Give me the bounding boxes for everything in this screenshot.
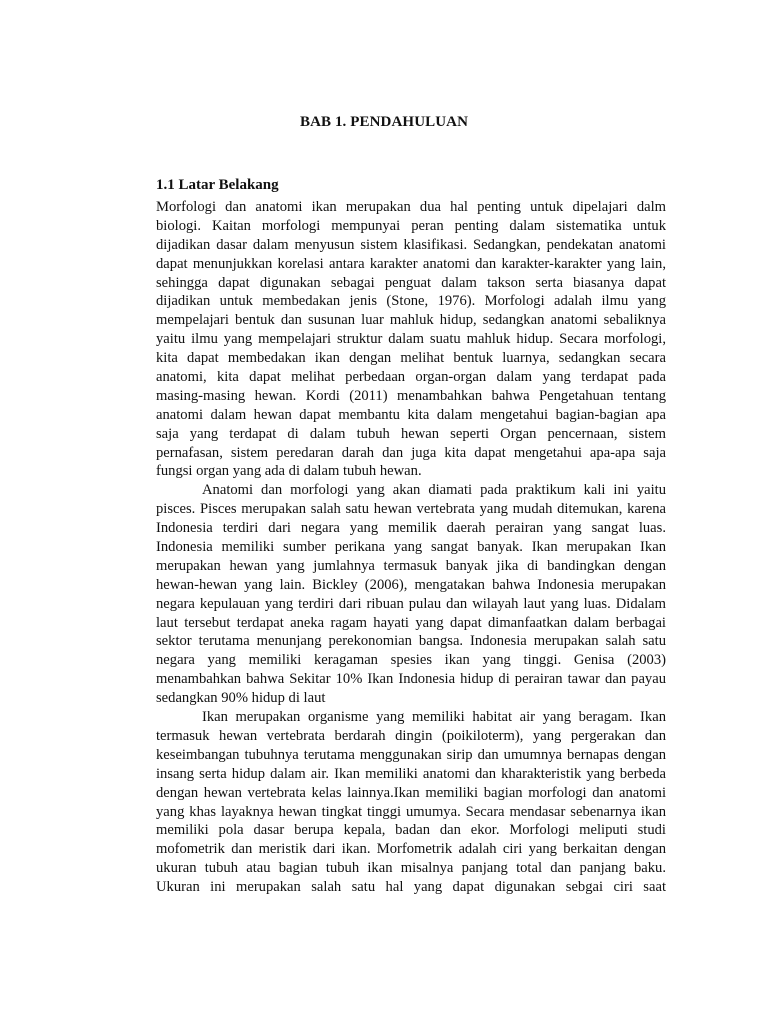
paragraph-line: pisces. Pisces merupakan salah satu hewan vertebrata yang mudah ditemukan, karena <box>156 501 666 518</box>
paragraph-line: termasuk hewan vertebrata berdarah dingin (poikiloterm), yang pergerakan dan <box>156 727 666 744</box>
paragraph-line: fungsi organ yang ada di dalam tubuh hewan. <box>156 463 422 480</box>
paragraph-line: dapat menunjukkan korelasi antara karakter anatomi dan karakter-karakter yang lain, <box>156 255 666 272</box>
paragraph-line: merupakan hewan yang jumlahnya termasuk banyak jika di bandingkan dengan <box>156 557 666 574</box>
section-heading: 1.1 Latar Belakang <box>156 177 279 193</box>
paragraph-line: negara yang memiliki keragaman spesies ikan yang tinggi. Genisa (2003) <box>156 652 666 669</box>
paragraph-line: keseimbangan tubuhnya terutama menggunakan sirip dan umumnya bernapas dengan <box>156 746 666 763</box>
paragraph <box>156 708 666 897</box>
paragraph-line: Indonesia memiliki sumber perikana yang sangat banyak. Ikan merupakan Ikan <box>156 539 666 556</box>
paragraph-line: Ukuran ini merupakan salah satu hal yang dapat digunakan sebgai ciri saat <box>156 879 666 896</box>
paragraph-line: hewan-hewan yang lain. Bickley (2006), mengatakan bahwa Indonesia merupakan <box>156 576 666 593</box>
paragraph-line: sehingga dapat digunakan sebagai penguat dalam takson serta biasanya dapat <box>156 274 666 291</box>
paragraph-line: Indonesia terdiri dari negara yang memilik daerah perairan yang sangat luas. <box>156 520 666 537</box>
body-text <box>156 198 666 897</box>
paragraph-line: negara kepulauan yang terdiri dari ribuan pulau dan wilayah laut yang luas. Didalam <box>156 595 666 612</box>
paragraph-line: dengan hewan vertebrata kelas lainnya.Ikan memiliki bagian morfologi dan anatomi <box>156 784 666 801</box>
paragraph-line: ukuran tubuh atau bagian tubuh ikan misalnya panjang total dan panjang baku. <box>156 860 666 877</box>
paragraph-line: yang khas layaknya hewan tingkat tinggi umumya. Secara mendasar sebenarnya ikan <box>156 803 666 820</box>
paragraph-line: anatomi, kita dapat melihat perbedaan organ-organ dalam yang terdapat pada <box>156 369 666 386</box>
paragraph-line: kita dapat membedakan ikan dengan melihat bentuk luarnya, sedangkan secara <box>156 350 666 367</box>
paragraph-line: Ikan merupakan organisme yang memiliki habitat air yang beragam. Ikan <box>202 709 666 726</box>
paragraph-line: sedangkan 90% hidup di laut <box>156 690 326 707</box>
paragraph-line: memiliki pola dasar berupa kepala, badan dan ekor. Morfologi meliputi studi <box>156 822 666 839</box>
paragraph-line: masing-masing hewan. Kordi (2011) menambahkan bahwa Pengetahuan tentang <box>156 387 666 404</box>
paragraph-line: laut tersebut terdapat aneka ragam hayati yang dapat dimanfaatkan dalam berbagai <box>156 614 666 631</box>
paragraph-line: Morfologi dan anatomi ikan merupakan dua hal penting untuk dipelajari dalm <box>156 199 666 215</box>
paragraph-line: menambahkan bahwa Sekitar 10% Ikan Indonesia hidup di perairan tawar dan payau <box>156 671 666 688</box>
paragraph-line: dijadikan dasar dalam menyusun sistem klasifikasi. Sedangkan, pendekatan anatomi <box>156 236 666 253</box>
paragraph-line: anatomi dalam hewan dapat membantu kita dalam mengetahui bagian-bagian apa <box>156 406 666 423</box>
paragraph-line: Anatomi dan morfologi yang akan diamati pada praktikum kali ini yaitu <box>202 482 666 499</box>
paragraph-line: mofometrik dan meristik dari ikan. Morfometrik adalah ciri yang berkaitan dengan <box>156 841 666 858</box>
paragraph-line: sektor terutama menunjang perekonomian bangsa. Indonesia merupakan salah satu <box>156 633 666 650</box>
paragraph-line: pernafasan, sistem peredaran darah dan juga kita dapat mengetahui apa-apa saja <box>156 444 666 461</box>
paragraph-line: yaitu ilmu yang mempelajari struktur dalam suatu mahluk hidup. Secara morfologi, <box>156 331 666 348</box>
paragraph-line: biologi. Kaitan morfologi mempunyai peran penting dalam sistematika untuk <box>156 217 666 234</box>
paragraph-line: dijadikan untuk membedakan jenis (Stone, 1976). Morfologi adalah ilmu yang <box>156 293 666 310</box>
paragraph-line: mempelajari bentuk dan susunan luar mahluk hidup, sedangkan anatomi sebaliknya <box>156 312 666 329</box>
chapter-title: BAB 1. PENDAHULUAN <box>299 114 469 130</box>
paragraph <box>156 481 666 708</box>
paragraph <box>156 198 666 481</box>
paragraph-line: insang serta hidup dalam air. Ikan memiliki anatomi dan kharakteristik yang berbeda <box>156 765 666 782</box>
paragraph-line: saja yang terdapat di dalam tubuh hewan seperti Organ pencernaan, sistem <box>156 425 666 442</box>
